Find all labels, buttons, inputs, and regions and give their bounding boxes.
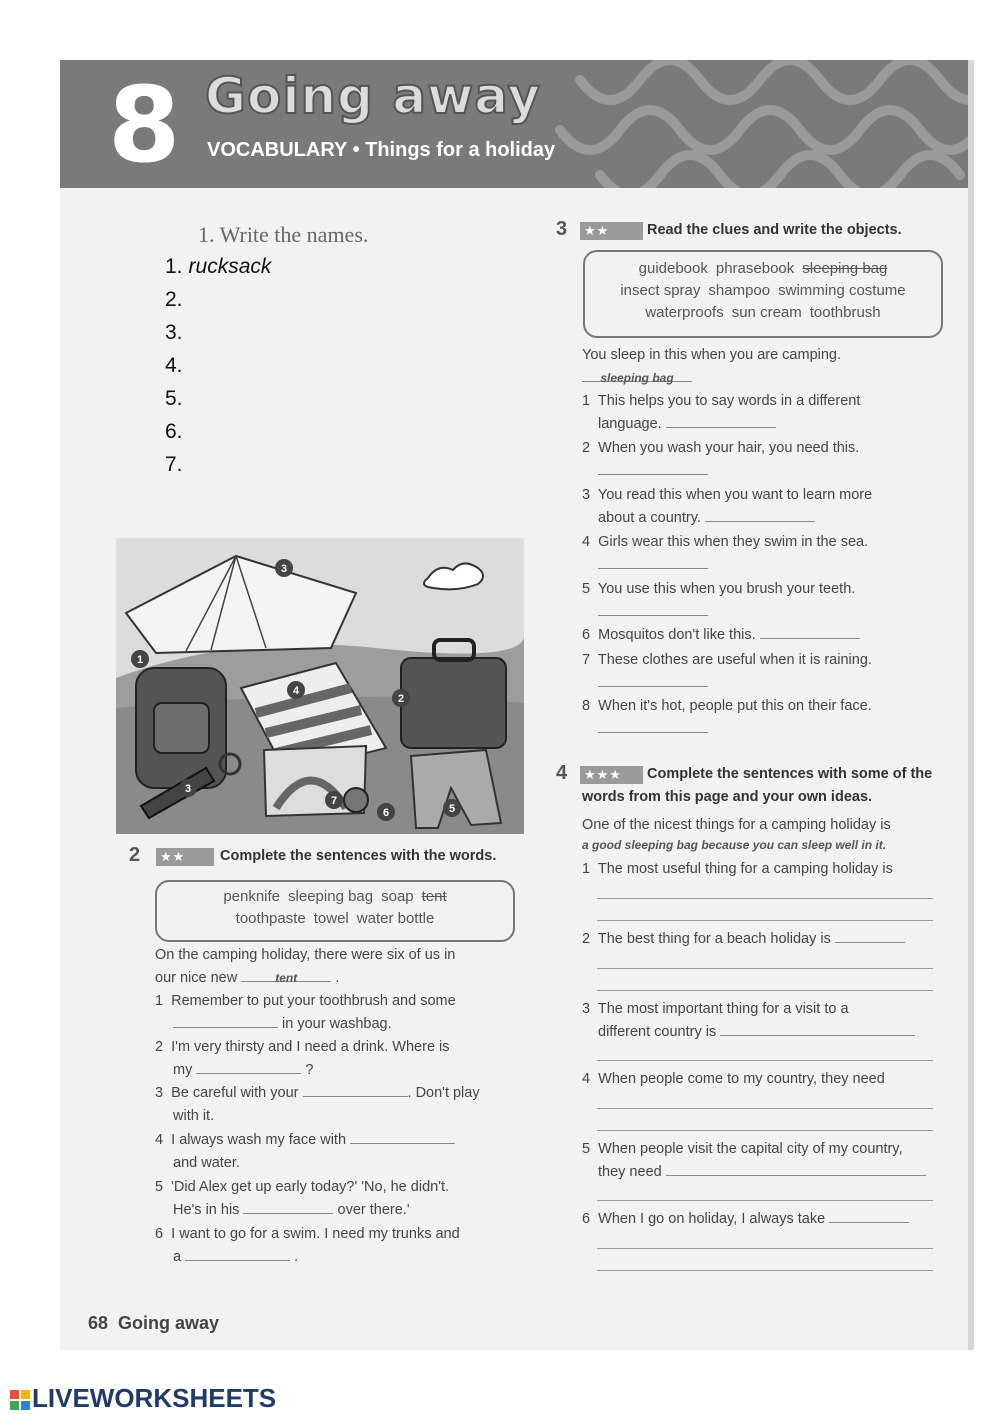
answer-blank[interactable] — [196, 1059, 301, 1074]
section4-instruction: Complete the sentences with some of the — [647, 766, 933, 782]
word: towel — [313, 910, 349, 927]
answer-line[interactable] — [597, 898, 933, 899]
example-answer: a good sleeping bag because you can sleep well in it. — [582, 838, 887, 852]
answer-row[interactable] — [165, 287, 189, 313]
answer-line[interactable] — [597, 990, 933, 991]
answer-blank[interactable] — [598, 601, 708, 616]
word: toothpaste — [235, 910, 306, 927]
section4-item: 3 The most important thing for a visit to a different country is — [582, 998, 952, 1044]
rucksack-icon — [136, 668, 226, 788]
answer-row[interactable] — [165, 320, 189, 346]
word: sleeping bag — [288, 888, 374, 905]
word: soap — [381, 888, 414, 905]
answer-line[interactable] — [597, 1060, 933, 1061]
answer-line[interactable] — [597, 968, 933, 969]
word: water bottle — [356, 910, 435, 927]
answer-blank[interactable] — [829, 1208, 909, 1223]
answer-blank[interactable] — [598, 554, 708, 569]
word-used: tent — [421, 888, 447, 905]
picture-label: 2 — [397, 693, 405, 705]
answer-row[interactable] — [165, 419, 189, 445]
section2-word-box — [155, 880, 515, 942]
answer-blank[interactable] — [598, 672, 708, 687]
answer-row[interactable] — [165, 254, 271, 280]
answer-blank[interactable] — [705, 507, 815, 522]
word: sun cream — [731, 304, 802, 321]
section4-number: 4 — [556, 762, 568, 784]
answer-number: 2. — [165, 288, 183, 311]
answer-text[interactable]: rucksack — [188, 255, 272, 278]
answer-row[interactable] — [165, 452, 189, 478]
answer-line[interactable] — [597, 1248, 933, 1249]
picture-label: 5 — [448, 803, 456, 815]
answer-row[interactable] — [165, 386, 189, 412]
section2-item: 5 'Did Alex get up early today?' 'No, he didn't. He's in his over there.' — [155, 1179, 450, 1218]
answer-line[interactable] — [597, 1108, 933, 1109]
section3-word-box — [583, 250, 943, 338]
answer-number: 5. — [165, 387, 183, 410]
word: toothbrush — [809, 304, 881, 321]
section2-item: 4 I always wash my face with and water. — [155, 1129, 515, 1175]
section3-item: 5 You use this when you brush your teeth. — [582, 578, 942, 624]
section3-stars: ★★ — [580, 222, 643, 240]
answer-blank[interactable] — [720, 1021, 915, 1036]
unit-title: Going away — [205, 67, 542, 125]
answer-blank[interactable] — [303, 1082, 408, 1097]
picture-label: 3 — [184, 783, 192, 795]
section2-item: 3 Be careful with your . Don't play with it. — [155, 1082, 515, 1128]
answer-number: 7. — [165, 453, 183, 476]
word: phrasebook — [715, 260, 795, 277]
camping-illustration — [116, 538, 524, 834]
example-answer: sleeping bag — [600, 371, 674, 385]
word: penknife — [223, 888, 281, 905]
section3-item: 3 You read this when you want to learn more about a country. — [582, 487, 873, 526]
answer-line[interactable] — [597, 920, 933, 921]
section4-stars: ★★★ — [580, 766, 643, 784]
section4-example: One of the nicest things for a camping holiday is a good sleeping bag because you can sleep well in it. — [582, 814, 952, 853]
section3-item: 7 These clothes are useful when it is raining. — [582, 649, 942, 695]
section3-instruction: Read the clues and write the objects. — [647, 222, 902, 238]
section3-item: 2 When you wash your hair, you need this. — [582, 437, 942, 483]
section2-stars: ★★ — [156, 848, 214, 866]
word: waterproofs — [645, 304, 724, 321]
section3-example: You sleep in this when you are camping. sleeping bag — [582, 347, 842, 385]
brand-name: LIVEWORKSHEETS — [32, 1383, 277, 1413]
answer-number: 6. — [165, 420, 183, 443]
section4-item: 6 When I go on holiday, I always take — [582, 1208, 952, 1231]
unit-subtitle: VOCABULARY • Things for a holiday — [207, 139, 556, 161]
section2-item: 1 Remember to put your toothbrush and some in your washbag. — [155, 993, 456, 1032]
section4-item: 5 When people visit the capital city of my country, they need — [582, 1138, 952, 1184]
footer-title: Going away — [118, 1313, 220, 1333]
task1-instruction: 1. Write the names. — [198, 222, 369, 247]
section2-item: 2 I'm very thirsty and I need a drink. Where is my ? — [155, 1039, 450, 1078]
picture-label: 1 — [136, 654, 144, 666]
section2-item: 6 I want to go for a swim. I need my trunks and a . — [155, 1226, 460, 1265]
word: shampoo — [708, 282, 771, 299]
answer-blank[interactable] — [666, 413, 776, 428]
liveworksheets-logo — [10, 1383, 276, 1414]
word: guidebook — [638, 260, 708, 277]
section2-example: On the camping holiday, there were six of us in our nice new tent . — [155, 947, 456, 986]
page-number: 68 — [88, 1313, 109, 1333]
answer-number: 3. — [165, 321, 183, 344]
answer-line[interactable] — [597, 1200, 933, 1201]
page-edge — [968, 60, 974, 1350]
section2-number: 2 — [129, 844, 141, 866]
answer-line[interactable] — [597, 1130, 933, 1131]
section3-number: 3 — [556, 218, 568, 240]
answer-blank[interactable] — [598, 460, 708, 475]
example-answer: tent — [275, 971, 298, 985]
picture-label: 3 — [280, 563, 288, 575]
word: insect spray — [620, 282, 701, 299]
answer-blank[interactable] — [598, 718, 708, 733]
section3-item: 1 This helps you to say words in a different language. — [582, 393, 861, 432]
answer-blank[interactable] — [185, 1246, 290, 1261]
section4-item: 1 The most useful thing for a camping holiday is — [582, 861, 893, 877]
word-used: sleeping bag — [802, 260, 888, 277]
answer-number: 4. — [165, 354, 183, 377]
section3-item: 6 Mosquitos don't like this. — [582, 624, 942, 647]
section4-instruction-2: words from this page and your own ideas. — [582, 789, 873, 805]
section4-item: 2 The best thing for a beach holiday is — [582, 928, 952, 951]
page-footer — [88, 1313, 219, 1334]
answer-line[interactable] — [597, 1270, 933, 1271]
picture-label: 6 — [382, 807, 390, 819]
answer-blank[interactable] — [350, 1129, 455, 1144]
answer-blank[interactable] — [835, 928, 905, 943]
liveworksheets-icon — [10, 1390, 30, 1410]
answer-blank[interactable] — [760, 624, 860, 639]
answer-row[interactable] — [165, 353, 189, 379]
answer-blank[interactable] — [666, 1161, 926, 1176]
section3-item: 4 Girls wear this when they swim in the sea. — [582, 531, 942, 577]
section3-item: 8 When it's hot, people put this on their face. — [582, 695, 942, 741]
section4-item: 4 When people come to my country, they need — [582, 1071, 885, 1087]
answer-number: 1. — [165, 255, 183, 278]
picture-label: 4 — [292, 685, 300, 697]
unit-number: 8 — [108, 64, 181, 186]
answer-blank[interactable] — [243, 1199, 333, 1214]
picture-label: 7 — [330, 795, 338, 807]
answer-blank[interactable] — [173, 1013, 278, 1028]
word: swimming costume — [778, 282, 906, 299]
section2-instruction: Complete the sentences with the words. — [220, 848, 497, 864]
penknife-icon — [344, 788, 368, 812]
